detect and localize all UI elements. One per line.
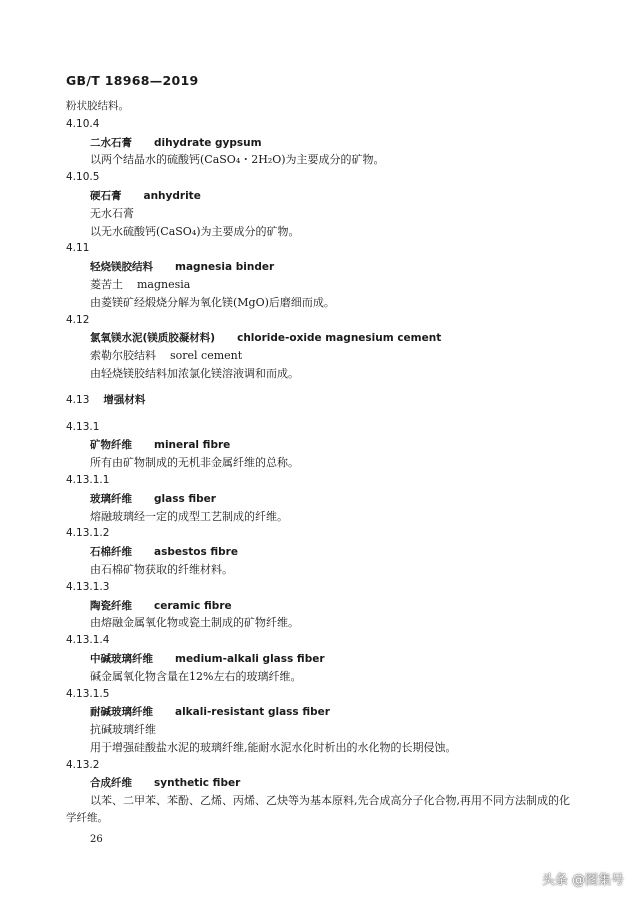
clause-number: 4.13.1 (66, 420, 100, 433)
definition-text: 抗碱玻璃纤维 (90, 723, 156, 737)
term-english: mineral fibre (154, 439, 231, 452)
term-entry (0, 134, 640, 152)
term-english: asbestos fibre (154, 546, 238, 559)
clause-number: 4.11 (66, 242, 90, 255)
term-chinese: 石棉纤维 (90, 546, 132, 559)
section-number: 4.13 (66, 393, 90, 406)
term-english: ceramic fibre (154, 599, 232, 612)
term-entry (0, 597, 640, 615)
definition-text: 由菱镁矿经煅烧分解为氧化镁(MgO)后磨细而成。 (90, 295, 335, 309)
term-chinese: 玻璃纤维 (90, 492, 132, 505)
term-chinese: 陶瓷纤维 (90, 599, 132, 612)
spacer (0, 383, 640, 392)
definition-text: 以无水硫酸钙(CaSO₄)为主要成分的矿物。 (90, 224, 300, 238)
term-chinese: 矿物纤维 (90, 439, 132, 452)
definition-text: 由石棉矿物获取的纤维材料。 (90, 562, 233, 576)
term-chinese: 中碱玻璃纤维 (90, 652, 153, 665)
term-chinese: 硬石膏 (90, 189, 122, 202)
definition-text: 无水石膏 (90, 206, 134, 220)
term-english: glass fiber (154, 492, 216, 505)
clause-number: 4.13.1.3 (66, 580, 110, 593)
term-entry (0, 703, 640, 721)
clause-number: 4.13.1.5 (66, 687, 110, 700)
term-chinese: 耐碱玻璃纤维 (90, 706, 153, 719)
term-entry (0, 329, 640, 347)
clause-number: 4.10.4 (66, 117, 100, 130)
synonym-english: sorel cement (170, 349, 243, 363)
definition-text: 粉状胶结料。 (66, 100, 129, 112)
spacer (0, 410, 640, 419)
definition-text: 熔融玻璃经一定的成型工艺制成的纤维。 (90, 509, 288, 523)
term-entry (0, 543, 640, 561)
term-chinese: 轻烧镁胶结料 (90, 261, 153, 274)
section-title: 增强材料 (103, 393, 146, 406)
synonym-entry (0, 347, 640, 365)
synonym-chinese: 菱苦土 (90, 277, 123, 291)
watermark: 头条 @图集号 (541, 873, 624, 888)
definition-text: 以苯、二甲苯、苯酚、乙烯、丙烯、乙炔等为基本原料,先合成高分子化合物,再用不同方法制成的化 (90, 794, 570, 808)
synonym-entry (0, 276, 640, 294)
synonym-english: magnesia (137, 277, 191, 291)
section-heading (0, 392, 640, 410)
clause-number: 4.13.1.2 (66, 527, 110, 540)
standard-code: GB/T 18968—2019 (66, 73, 199, 88)
term-chinese: 二水石膏 (90, 136, 132, 149)
term-english: medium-alkali glass fiber (175, 652, 325, 665)
term-english: dihydrate gypsum (154, 136, 262, 149)
clause-number: 4.13.1.4 (66, 634, 110, 647)
definition-text: 由轻烧镁胶结料加浓氯化镁溶液调和而成。 (90, 366, 299, 380)
clause-number: 4.10.5 (66, 171, 100, 184)
definition-text: 学纤维。 (66, 812, 108, 825)
term-english: alkali-resistant glass fiber (175, 706, 330, 719)
definition-text: 由熔融金属氧化物或瓷土制成的矿物纤维。 (90, 616, 299, 630)
clause-number: 4.12 (66, 313, 90, 326)
term-entry (0, 650, 640, 668)
term-entry (0, 436, 640, 454)
page-number: 26 (90, 834, 103, 845)
term-entry (0, 258, 640, 276)
term-english: chloride-oxide magnesium cement (237, 332, 442, 345)
definition-text: 以两个结晶水的硫酸钙(CaSO₄・2H₂O)为主要成分的矿物。 (90, 153, 385, 167)
term-chinese: 合成纤维 (90, 777, 132, 790)
term-english: synthetic fiber (154, 777, 241, 790)
term-english: magnesia binder (175, 261, 275, 274)
clause-number: 4.13.2 (66, 758, 100, 771)
term-entry (0, 490, 640, 508)
term-entry (0, 774, 640, 792)
term-chinese: 氯氧镁水泥(镁质胶凝材料) (90, 332, 216, 345)
term-english: anhydrite (143, 189, 201, 202)
clause-number: 4.13.1.1 (66, 473, 110, 486)
document-body (0, 98, 640, 828)
definition-text: 所有由矿物制成的无机非金属纤维的总称。 (90, 456, 299, 470)
definition-text: 碱金属氧化物含量在12%左右的玻璃纤维。 (90, 669, 302, 683)
synonym-chinese: 索勒尔胶结料 (90, 349, 156, 363)
term-entry (0, 187, 640, 205)
definition-text: 用于增强硅酸盐水泥的玻璃纤维,能耐水泥水化时析出的水化物的长期侵蚀。 (90, 740, 457, 754)
